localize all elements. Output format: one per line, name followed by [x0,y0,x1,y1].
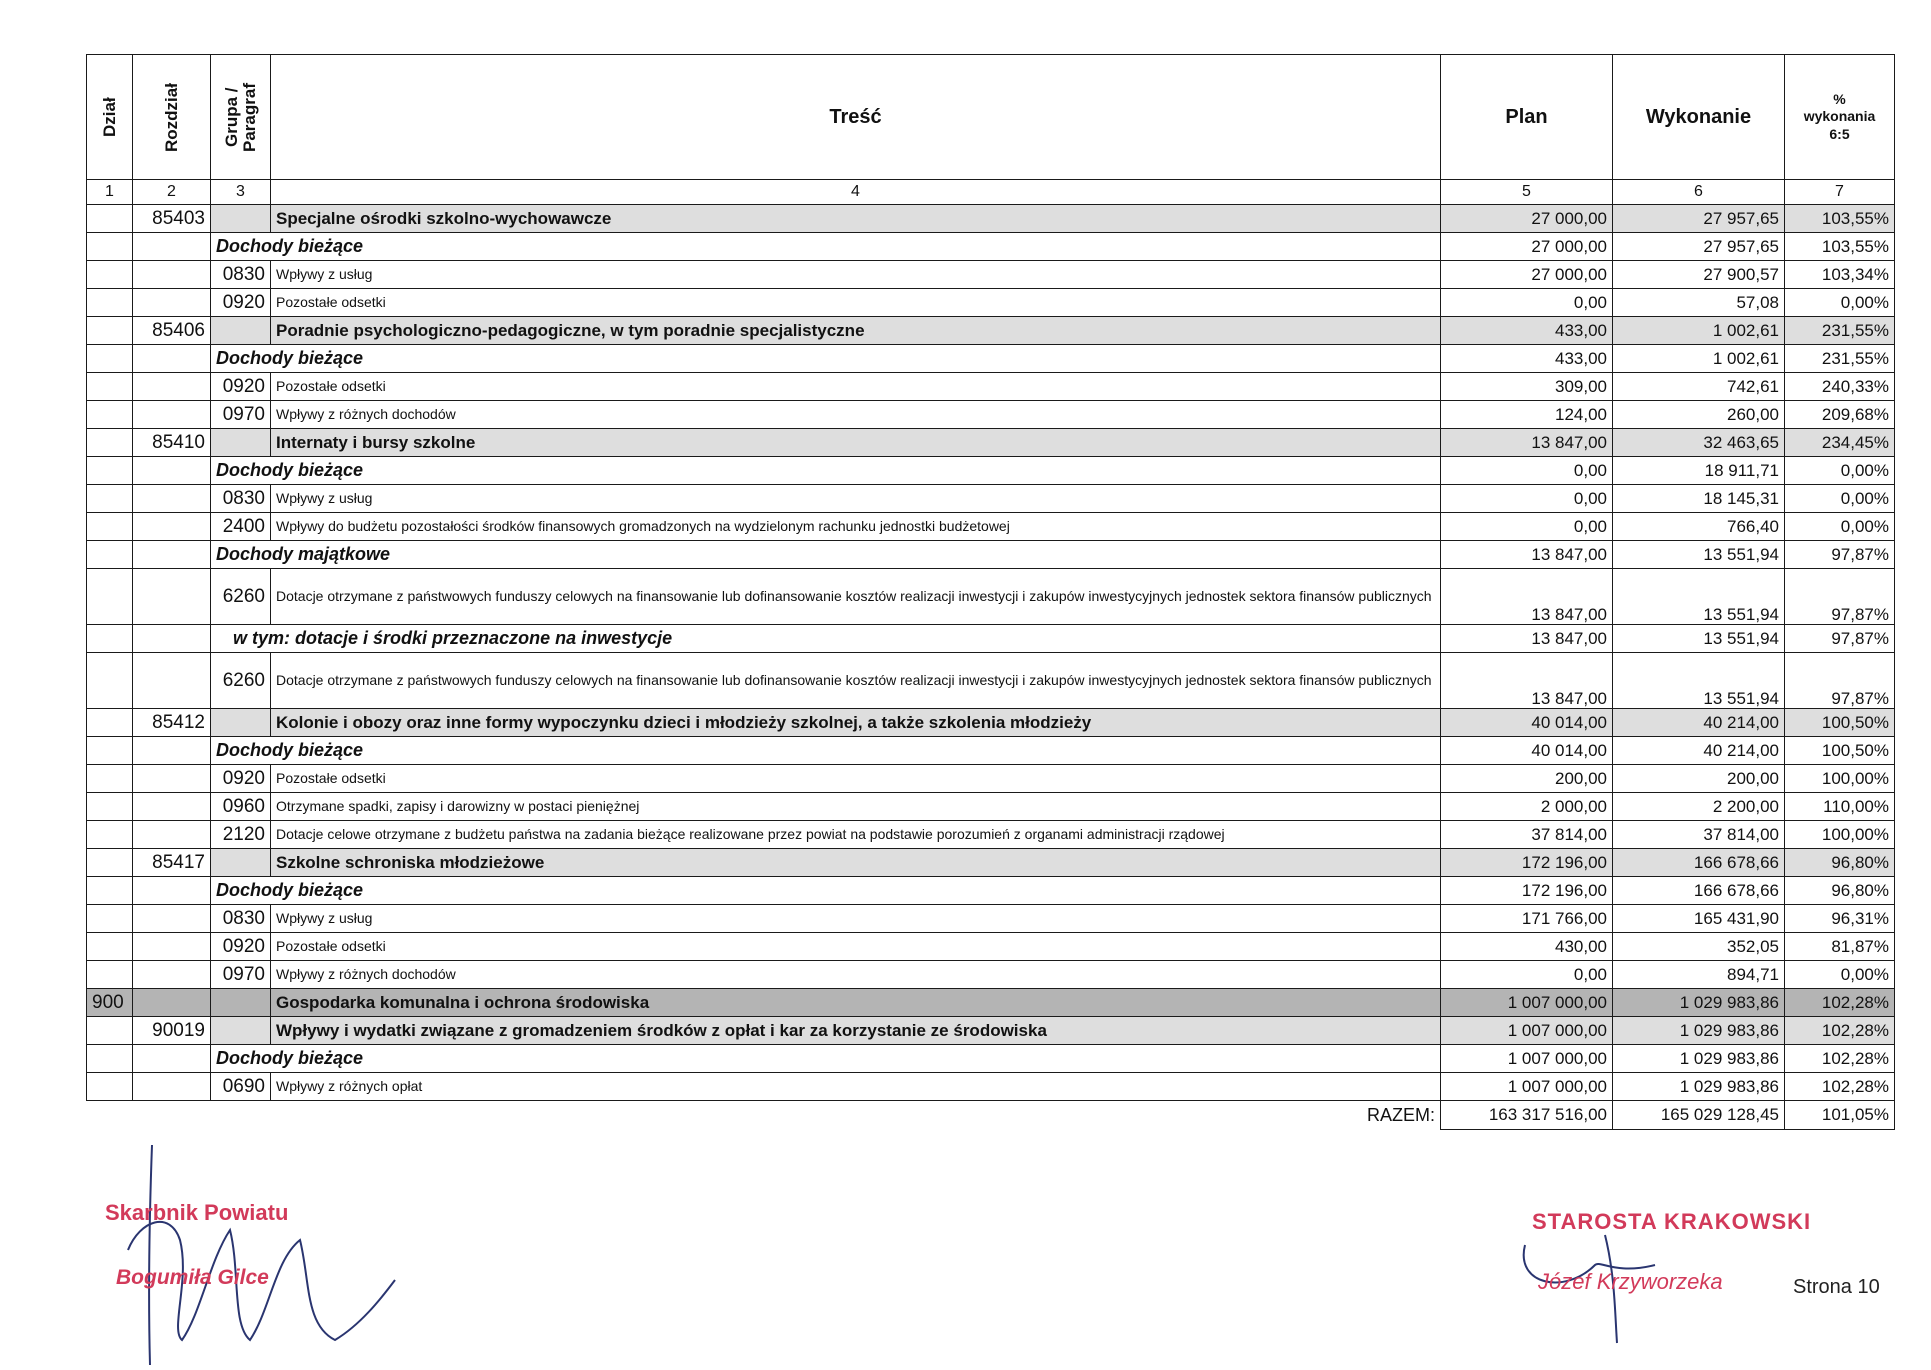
plan-value: 27 000,00 [1441,233,1613,261]
dzial-cell [87,401,133,429]
dzial-cell [87,737,133,765]
paragraph-row [87,373,1895,401]
column-number-row [87,180,1895,205]
dzial-row [87,989,1895,1017]
paragraf-code: 0920 [211,289,271,317]
rozdzial-cell [133,485,211,513]
row-text: Otrzymane spadki, zapisy i darowizny w postaci pieniężnej [271,793,1441,821]
paragraf-code: 0920 [211,765,271,793]
pct-value: 97,87% [1785,569,1895,625]
paragraph-row [87,933,1895,961]
total-label: RAZEM: [1366,1104,1435,1125]
plan-value: 124,00 [1441,401,1613,429]
plan-value: 2 000,00 [1441,793,1613,821]
row-text: Pozostałe odsetki [271,765,1441,793]
rozdzial-row [87,1017,1895,1045]
plan-value: 13 847,00 [1441,653,1613,709]
wykonanie-value: 766,40 [1613,513,1785,541]
dzial-cell [87,261,133,289]
wykonanie-value: 1 002,61 [1613,317,1785,345]
column-number: 7 [1785,180,1895,205]
dzial-cell [87,1045,133,1073]
wykonanie-value: 742,61 [1613,373,1785,401]
wykonanie-value: 32 463,65 [1613,429,1785,457]
row-text: Dotacje celowe otrzymane z budżetu państwa na zadania bieżące realizowane przez powiat na podstawie porozumień z organami administracji rządowej [271,821,1441,849]
wykonanie-value: 37 814,00 [1613,821,1785,849]
row-text: Kolonie i obozy oraz inne formy wypoczynku dzieci i młodzieży szkolnej, a także szkolenia młodzieży [271,709,1441,737]
dzial-cell [87,233,133,261]
dzial-cell [87,709,133,737]
paragraph-row [87,821,1895,849]
paragraf-code: 0830 [211,485,271,513]
rozdzial-cell [133,765,211,793]
header-pct-line1: % [1833,90,1846,107]
dzial-cell [87,429,133,457]
pct-value: 97,87% [1785,541,1895,569]
wykonanie-value: 2 200,00 [1613,793,1785,821]
plan-value: 0,00 [1441,485,1613,513]
rozdzial-row [87,709,1895,737]
paragraf-code: 0830 [211,261,271,289]
paragraph-row [87,485,1895,513]
total-plan: 163 317 516,00 [1441,1101,1613,1130]
rozdzial-cell [133,1045,211,1073]
header-rozdzial: Rozdział [133,55,211,180]
header-row [87,55,1895,180]
paragraf-code: 0970 [211,961,271,989]
dzial-cell [87,317,133,345]
paragraph-row [87,401,1895,429]
header-plan: Plan [1441,55,1613,180]
wykonanie-value: 165 431,90 [1613,905,1785,933]
rozdzial-cell [133,961,211,989]
wykonanie-value: 40 214,00 [1613,737,1785,765]
rozdzial-cell [133,401,211,429]
row-text: Pozostałe odsetki [271,373,1441,401]
pct-value: 0,00% [1785,457,1895,485]
rozdzial-cell [133,1073,211,1101]
category-text: Dochody majątkowe [211,541,1441,569]
dzial-cell [87,933,133,961]
dzial-cell [87,625,133,653]
pct-value: 0,00% [1785,289,1895,317]
dzial-cell [87,765,133,793]
wykonanie-value: 260,00 [1613,401,1785,429]
rozdzial-cell [133,457,211,485]
total-row [87,1101,1895,1130]
dzial-cell [87,821,133,849]
dzial-cell [87,569,133,625]
plan-value: 1 007 000,00 [1441,1017,1613,1045]
rozdzial-cell [133,793,211,821]
pct-value: 97,87% [1785,625,1895,653]
header-pct-line3: 6:5 [1829,125,1850,142]
rozdzial-cell [133,989,211,1017]
row-text: Gospodarka komunalna i ochrona środowiska [271,989,1441,1017]
paragraf-cell [211,205,271,233]
row-text: Szkolne schroniska młodzieżowe [271,849,1441,877]
paragraph-row [87,1073,1895,1101]
row-text: Specjalne ośrodki szkolno-wychowawcze [271,205,1441,233]
dzial-cell [87,653,133,709]
paragraph-row [87,261,1895,289]
plan-value: 0,00 [1441,961,1613,989]
pct-value: 0,00% [1785,485,1895,513]
rozdzial-cell [133,233,211,261]
pct-value: 102,28% [1785,1045,1895,1073]
pct-value: 100,00% [1785,821,1895,849]
subcategory-text: w tym: dotacje i środki przeznaczone na inwestycje [211,625,1441,653]
dzial-cell [87,457,133,485]
rozdzial-cell [133,905,211,933]
column-number: 3 [211,180,271,205]
dzial-cell [87,1017,133,1045]
plan-value: 13 847,00 [1441,429,1613,457]
wykonanie-value: 27 957,65 [1613,233,1785,261]
dzial-cell [87,877,133,905]
category-row [87,1045,1895,1073]
row-text: Wpływy z różnych opłat [271,1073,1441,1101]
pct-value: 0,00% [1785,961,1895,989]
plan-value: 40 014,00 [1441,737,1613,765]
category-text: Dochody bieżące [211,1045,1441,1073]
pct-value: 100,50% [1785,709,1895,737]
paragraph-row [87,513,1895,541]
signature-left-mark [110,1140,400,1370]
category-row [87,625,1895,653]
dzial-cell [87,541,133,569]
row-text: Dotacje otrzymane z państwowych funduszy celowych na finansowanie lub dofinansowanie kosztów realizacji inwestycji i zakupów inwestycyjnych jednostek sektora finansów publicznych [271,653,1441,709]
plan-value: 433,00 [1441,345,1613,373]
paragraph-row [87,905,1895,933]
plan-value: 172 196,00 [1441,849,1613,877]
plan-value: 1 007 000,00 [1441,1045,1613,1073]
pct-value: 103,34% [1785,261,1895,289]
header-wykonanie: Wykonanie [1613,55,1785,180]
rozdzial-row [87,429,1895,457]
starosta-stamp-name: Józef Krzyworzeka [1538,1269,1723,1294]
category-row [87,541,1895,569]
treasurer-stamp-title: Skarbnik Powiatu [105,1200,289,1225]
pct-value: 231,55% [1785,317,1895,345]
total-pct: 101,05% [1785,1101,1895,1130]
pct-value: 0,00% [1785,513,1895,541]
wykonanie-value: 13 551,94 [1613,653,1785,709]
dzial-cell [87,849,133,877]
dzial-cell [87,905,133,933]
dzial-cell [87,345,133,373]
rozdzial-code: 85403 [133,205,211,233]
revenue-table [86,54,1895,1130]
pct-value: 102,28% [1785,1017,1895,1045]
pct-value: 234,45% [1785,429,1895,457]
paragraf-cell [211,709,271,737]
plan-value: 13 847,00 [1441,569,1613,625]
plan-value: 430,00 [1441,933,1613,961]
row-text: Pozostałe odsetki [271,933,1441,961]
rozdzial-cell [133,513,211,541]
plan-value: 0,00 [1441,457,1613,485]
dzial-cell [87,373,133,401]
pct-value: 209,68% [1785,401,1895,429]
plan-value: 40 014,00 [1441,709,1613,737]
row-text: Poradnie psychologiczno-pedagogiczne, w tym poradnie specjalistyczne [271,317,1441,345]
wykonanie-value: 13 551,94 [1613,569,1785,625]
pct-value: 240,33% [1785,373,1895,401]
plan-value: 0,00 [1441,513,1613,541]
paragraf-code: 2120 [211,821,271,849]
wykonanie-value: 1 029 983,86 [1613,989,1785,1017]
dzial-cell [87,485,133,513]
category-text: Dochody bieżące [211,877,1441,905]
category-row [87,233,1895,261]
pct-value: 96,80% [1785,877,1895,905]
wykonanie-value: 894,71 [1613,961,1785,989]
plan-value: 13 847,00 [1441,625,1613,653]
row-text: Wpływy z różnych dochodów [271,401,1441,429]
rozdzial-cell [133,653,211,709]
wykonanie-value: 1 002,61 [1613,345,1785,373]
row-text: Wpływy z usług [271,261,1441,289]
category-text: Dochody bieżące [211,233,1441,261]
plan-value: 309,00 [1441,373,1613,401]
wykonanie-value: 1 029 983,86 [1613,1017,1785,1045]
paragraph-row [87,289,1895,317]
pct-value: 96,80% [1785,849,1895,877]
pct-value: 231,55% [1785,345,1895,373]
category-text: Dochody bieżące [211,737,1441,765]
rozdzial-cell [133,373,211,401]
plan-value: 13 847,00 [1441,541,1613,569]
category-row [87,345,1895,373]
header-dzial: Dział [87,55,133,180]
paragraph-row [87,765,1895,793]
dzial-code: 900 [87,989,133,1017]
plan-value: 1 007 000,00 [1441,989,1613,1017]
total-wykonanie: 165 029 128,45 [1613,1101,1785,1130]
pct-value: 102,28% [1785,989,1895,1017]
treasurer-stamp-name: Bogumiła Gilce [116,1266,269,1289]
rozdzial-code: 85412 [133,709,211,737]
paragraf-code: 0960 [211,793,271,821]
plan-value: 172 196,00 [1441,877,1613,905]
wykonanie-value: 1 029 983,86 [1613,1073,1785,1101]
row-text: Dotacje otrzymane z państwowych funduszy celowych na finansowanie lub dofinansowanie kosztów realizacji inwestycji i zakupów inwestycyjnych jednostek sektora finansów publicznych [271,569,1441,625]
rozdzial-code: 90019 [133,1017,211,1045]
pct-value: 100,50% [1785,737,1895,765]
row-text: Wpływy z usług [271,485,1441,513]
paragraph-row [87,961,1895,989]
rozdzial-cell [133,569,211,625]
rozdzial-cell [133,625,211,653]
category-text: Dochody bieżące [211,345,1441,373]
wykonanie-value: 13 551,94 [1613,625,1785,653]
paragraph-row [87,653,1895,709]
rozdzial-cell [133,737,211,765]
wykonanie-value: 27 957,65 [1613,205,1785,233]
paragraf-code: 2400 [211,513,271,541]
plan-value: 200,00 [1441,765,1613,793]
wykonanie-value: 166 678,66 [1613,877,1785,905]
rozdzial-cell [133,877,211,905]
pct-value: 102,28% [1785,1073,1895,1101]
header-grupa [211,55,271,180]
row-text: Wpływy i wydatki związane z gromadzeniem środków z opłat i kar za korzystanie ze środowiska [271,1017,1441,1045]
rozdzial-code: 85410 [133,429,211,457]
wykonanie-value: 18 911,71 [1613,457,1785,485]
paragraf-code: 0690 [211,1073,271,1101]
paragraf-code: 0970 [211,401,271,429]
paragraf-code: 0920 [211,373,271,401]
paragraf-cell [211,849,271,877]
header-grupa-line2: Paragraf [239,82,259,152]
row-text: Internaty i bursy szkolne [271,429,1441,457]
wykonanie-value: 27 900,57 [1613,261,1785,289]
rozdzial-row [87,205,1895,233]
paragraf-cell [211,317,271,345]
wykonanie-value: 200,00 [1613,765,1785,793]
pct-value: 100,00% [1785,765,1895,793]
plan-value: 37 814,00 [1441,821,1613,849]
category-row [87,457,1895,485]
wykonanie-value: 1 029 983,86 [1613,1045,1785,1073]
paragraf-code: 6260 [211,569,271,625]
category-row [87,737,1895,765]
rozdzial-row [87,317,1895,345]
header-grupa-line1: Grupa / [221,87,241,147]
header-tresc: Treść [271,55,1441,180]
plan-value: 27 000,00 [1441,205,1613,233]
column-number: 6 [1613,180,1785,205]
column-number: 1 [87,180,133,205]
rozdzial-cell [133,933,211,961]
column-number: 2 [133,180,211,205]
starosta-stamp-title: STAROSTA KRAKOWSKI [1532,1209,1812,1234]
pct-value: 103,55% [1785,233,1895,261]
plan-value: 171 766,00 [1441,905,1613,933]
pct-value: 96,31% [1785,905,1895,933]
header-pct-line2: wykonania [1803,108,1876,125]
rozdzial-cell [133,345,211,373]
paragraf-code: 6260 [211,653,271,709]
column-number: 4 [271,180,1441,205]
dzial-cell [87,205,133,233]
plan-value: 1 007 000,00 [1441,1073,1613,1101]
paragraf-code: 0920 [211,933,271,961]
pct-value: 103,55% [1785,205,1895,233]
wykonanie-value: 57,08 [1613,289,1785,317]
rozdzial-row [87,849,1895,877]
pct-value: 81,87% [1785,933,1895,961]
paragraph-row [87,793,1895,821]
dzial-cell [87,289,133,317]
pct-value: 97,87% [1785,653,1895,709]
rozdzial-cell [133,289,211,317]
rozdzial-code: 85406 [133,317,211,345]
wykonanie-value: 13 551,94 [1613,541,1785,569]
row-text: Pozostałe odsetki [271,289,1441,317]
plan-value: 0,00 [1441,289,1613,317]
rozdzial-cell [133,541,211,569]
rozdzial-cell [133,821,211,849]
row-text: Wpływy do budżetu pozostałości środków finansowych gromadzonych na wydzielonym rachunku jednostki budżetowej [271,513,1441,541]
dzial-cell [87,1073,133,1101]
rozdzial-cell [133,261,211,289]
dzial-cell [87,793,133,821]
paragraf-cell [211,1017,271,1045]
row-text: Wpływy z usług [271,905,1441,933]
paragraph-row [87,569,1895,625]
paragraf-code: 0830 [211,905,271,933]
wykonanie-value: 166 678,66 [1613,849,1785,877]
rozdzial-code: 85417 [133,849,211,877]
wykonanie-value: 40 214,00 [1613,709,1785,737]
table-body [87,205,1895,1101]
page-number: Strona 10 [1793,1276,1880,1298]
header-pct [1785,55,1895,180]
wykonanie-value: 352,05 [1613,933,1785,961]
row-text: Wpływy z różnych dochodów [271,961,1441,989]
wykonanie-value: 18 145,31 [1613,485,1785,513]
category-text: Dochody bieżące [211,457,1441,485]
budget-sheet [86,54,1894,1130]
plan-value: 433,00 [1441,317,1613,345]
pct-value: 110,00% [1785,793,1895,821]
paragraf-cell [211,989,271,1017]
category-row [87,877,1895,905]
paragraf-cell [211,429,271,457]
plan-value: 27 000,00 [1441,261,1613,289]
dzial-cell [87,513,133,541]
dzial-cell [87,961,133,989]
column-number: 5 [1441,180,1613,205]
